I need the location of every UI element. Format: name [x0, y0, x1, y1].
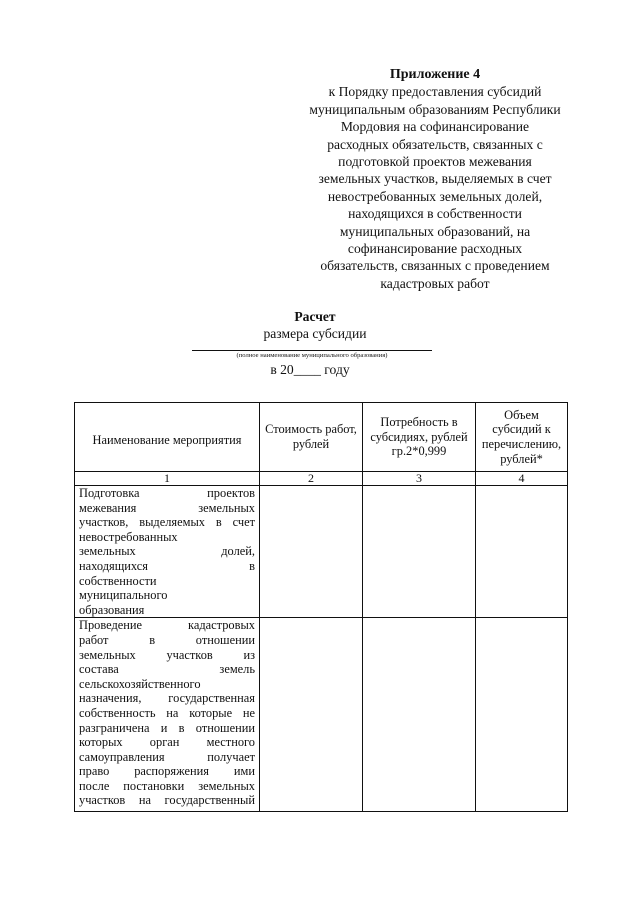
cell-text-line: образования	[79, 602, 145, 617]
row-subsidy-need-cell	[363, 618, 476, 812]
appendix-line: к Порядку предоставления субсидий	[328, 84, 542, 100]
column-number: 2	[260, 472, 363, 486]
appendix-line: муниципальных образований, на	[339, 223, 531, 239]
year-line: в 20____ году	[270, 362, 350, 377]
appendix-line: расходных обязательств, связанных с	[327, 136, 543, 152]
cell-text-line: которых орган местного	[79, 735, 255, 750]
appendix-title: Приложение 4	[389, 67, 481, 82]
appendix-line: невостребованных земельных долей,	[327, 188, 543, 204]
row-subsidy-need-cell	[363, 486, 476, 618]
appendix-line: обязательств, связанных с проведением	[320, 258, 550, 274]
header-cell-subsidy-volume: Объем субсидий к перечислению, рублей*	[476, 403, 568, 472]
cell-text-line: назначения, государственная	[79, 691, 255, 706]
cell-text-line: невостребованных	[79, 529, 178, 544]
table-column-number-row	[75, 472, 568, 486]
table-header-row	[75, 403, 568, 472]
cell-text-line: самоуправления получает	[79, 749, 255, 764]
cell-text-line: после постановки земельных	[79, 778, 255, 793]
table-row	[75, 486, 568, 618]
appendix-block	[290, 66, 580, 292]
cell-text-line: собственность на которые не	[79, 705, 255, 720]
row-subsidy-volume-cell	[476, 618, 568, 812]
cell-text-line: работ в отношении	[79, 632, 255, 647]
cell-text-line: находящихся в	[79, 558, 255, 573]
cell-text-line: право распоряжения ими	[79, 764, 255, 779]
cell-text-line: межевания земельных	[79, 500, 255, 515]
calculation-heading: Расчет	[294, 309, 336, 324]
header-cell-event-name: Наименование мероприятия	[75, 403, 260, 472]
cell-text-line: собственности	[79, 573, 157, 588]
cell-text-line: Проведение кадастровых	[79, 618, 255, 633]
cell-text-line: Подготовка проектов	[79, 486, 255, 500]
calculation-heading-block	[180, 308, 450, 342]
appendix-line: кадастровых работ	[380, 275, 490, 291]
cell-text-line: состава земель	[79, 662, 255, 677]
appendix-line: софинансирование расходных	[347, 241, 523, 257]
cell-text-line: земельных участков из	[79, 647, 255, 662]
subsidy-calculation-table	[74, 402, 568, 812]
cell-text-line: разграничена и в отношении	[79, 720, 255, 735]
appendix-line: Мордовия на софинансирование	[340, 119, 530, 135]
row-event-name-cell	[75, 486, 260, 618]
municipality-name-underline	[192, 350, 432, 351]
cell-text-line: сельскохозяйственного	[79, 676, 201, 691]
row-work-cost-cell	[260, 618, 363, 812]
appendix-line: подготовкой проектов межевания	[338, 154, 532, 170]
table-row	[75, 618, 568, 812]
row-subsidy-volume-cell	[476, 486, 568, 618]
column-number: 3	[363, 472, 476, 486]
header-cell-work-cost: Стоимость работ, рублей	[260, 403, 363, 472]
row-work-cost-cell	[260, 486, 363, 618]
appendix-line: муниципальным образованиям Республики	[309, 101, 561, 117]
column-number: 1	[75, 472, 260, 486]
cell-text-line: участков, выделяемых в счет	[79, 515, 255, 530]
cell-text-line: муниципального	[79, 588, 168, 603]
header-cell-subsidy-need: Потребность в субсидиях, рублей гр.2*0,999	[363, 403, 476, 472]
cell-text-line: участков на государственный	[79, 793, 255, 808]
appendix-line: находящихся в собственности	[348, 206, 522, 222]
column-number: 4	[476, 472, 568, 486]
cell-text-line: земельных долей,	[79, 544, 255, 559]
row-event-name-cell	[75, 618, 260, 812]
calculation-subheading: размера субсидии	[263, 326, 367, 341]
appendix-line: земельных участков, выделяемых в счет	[318, 171, 552, 187]
municipality-name-caption: (полное наименование муниципального образования)	[236, 352, 388, 359]
